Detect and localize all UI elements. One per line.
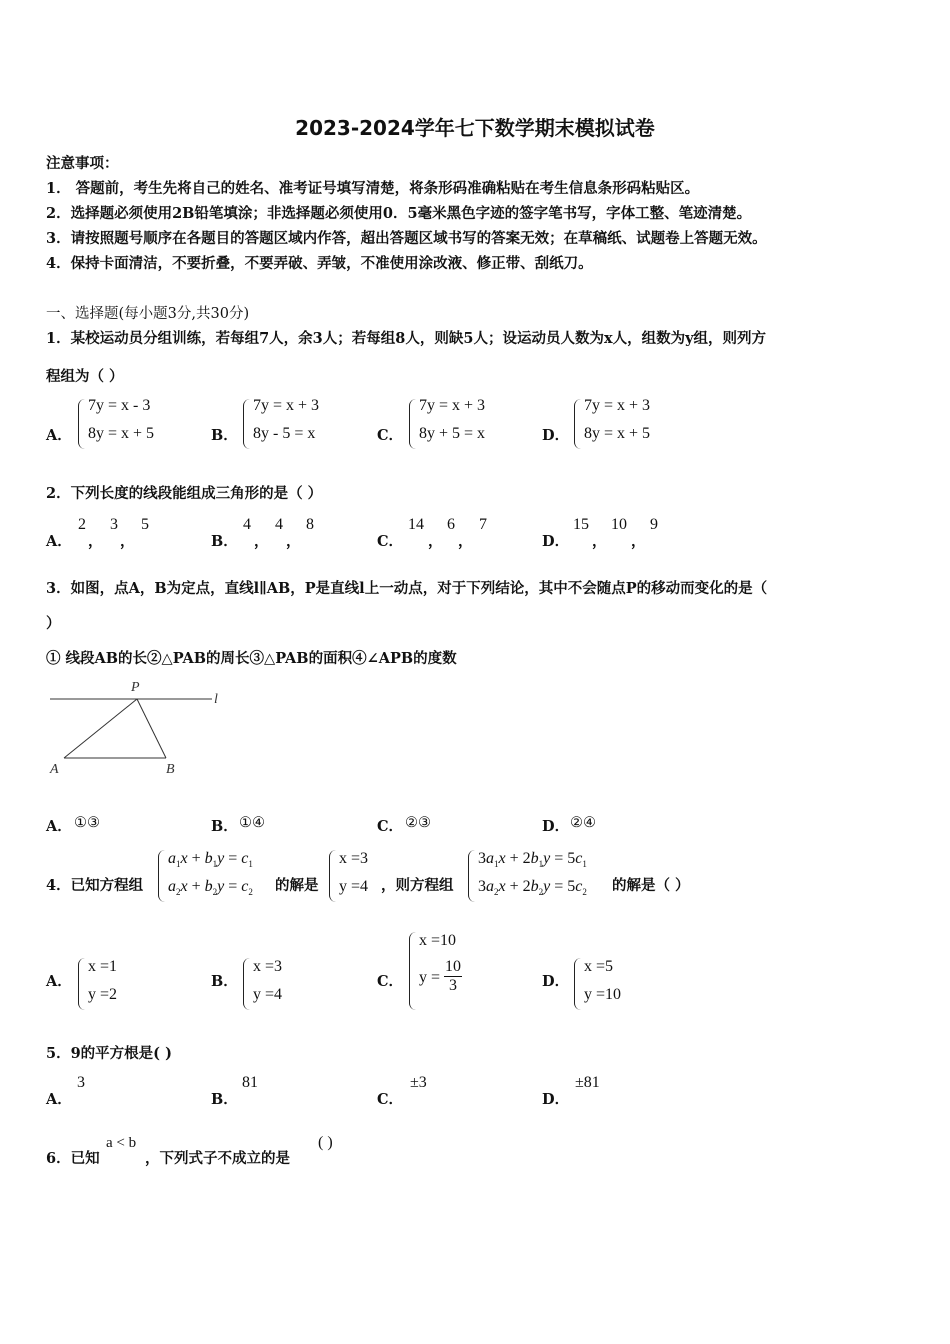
q2-c-value: 7 bbox=[479, 516, 487, 533]
q2-c-value: 6 bbox=[447, 516, 455, 533]
page-title: 2023-2024学年七下数学期末模拟试卷 bbox=[295, 116, 655, 140]
q3-option-c: ②③ bbox=[405, 815, 431, 831]
q2-a-value: 3 bbox=[110, 516, 118, 533]
question-6-paren: ( ) bbox=[318, 1134, 333, 1151]
question-3-stem: 3．如图，点A，B为定点，直线l∥AB，P是直线l上一动点，对于下列结论，其中不会随点P的移动而变化的是（ bbox=[46, 580, 768, 597]
option-label: A． bbox=[46, 973, 72, 990]
separator: ， bbox=[286, 533, 301, 550]
option-label: B． bbox=[211, 533, 238, 550]
question-4-mid1: 的解是 bbox=[275, 877, 319, 894]
line-l-label: l bbox=[214, 692, 218, 707]
option-label: D． bbox=[542, 973, 570, 990]
option-label: B． bbox=[211, 427, 238, 444]
separator: ， bbox=[458, 533, 473, 550]
note-item: 3．请按照题号顺序在各题目的答题区域内作答，超出答题区域书写的答案无效；在草稿纸、试题卷上答题无效。 bbox=[46, 230, 767, 247]
option-label: A． bbox=[46, 533, 72, 550]
option-label: B． bbox=[211, 1091, 238, 1108]
option-label: B． bbox=[211, 818, 238, 835]
option-label: C． bbox=[377, 427, 404, 444]
question-5-stem: 5．9的平方根是( ) bbox=[46, 1045, 172, 1062]
option-label: D． bbox=[542, 533, 570, 550]
question-1-stem: 1．某校运动员分组训练，若每组7人，余3人；若每组8人，则缺5人；设运动员人数为x人，组数为y组，则列方 bbox=[46, 330, 767, 347]
q2-b-value: 8 bbox=[306, 516, 314, 533]
q2-d-value: 10 bbox=[611, 516, 627, 533]
option-label: C． bbox=[377, 818, 404, 835]
separator: ， bbox=[428, 533, 443, 550]
point-a-label: A bbox=[50, 762, 59, 777]
note-item: 1． 答题前，考生先将自己的姓名、准考证号填写清楚，将条形码准确粘贴在考生信息条形码粘贴区。 bbox=[46, 180, 700, 197]
notes-heading: 注意事项： bbox=[46, 155, 119, 172]
question-4-prefix: 4．已知方程组 bbox=[46, 877, 144, 894]
question-3-stem-cont: ） bbox=[46, 615, 61, 632]
note-item: 2．选择题必须使用2B铅笔填涂；非选择题必须使用0．5毫米黑色字迹的签字笔书写，字体工整、笔迹清楚。 bbox=[46, 205, 752, 222]
separator: ， bbox=[120, 533, 135, 550]
option-label: D． bbox=[542, 1091, 570, 1108]
q2-c-value: 14 bbox=[408, 516, 424, 533]
question-4-mid2: ，则方程组 bbox=[381, 877, 454, 894]
option-label: A． bbox=[46, 1091, 72, 1108]
q3-option-a: ①③ bbox=[74, 815, 100, 831]
q2-d-value: 15 bbox=[573, 516, 589, 533]
option-label: D． bbox=[542, 427, 570, 444]
q5-option-c: ±3 bbox=[410, 1074, 427, 1091]
q2-d-value: 9 bbox=[650, 516, 658, 533]
section-heading: 一、选择题(每小题3分,共30分) bbox=[46, 306, 250, 322]
separator: ， bbox=[592, 533, 607, 550]
option-label: C． bbox=[377, 533, 404, 550]
question-6-expr: a < b bbox=[106, 1135, 137, 1151]
option-label: C． bbox=[377, 1091, 404, 1108]
q5-option-b: 81 bbox=[242, 1074, 258, 1091]
question-4-suffix: 的解是（ ） bbox=[612, 877, 690, 894]
note-item: 4．保持卡面清洁，不要折叠，不要弄破、弄皱，不准使用涂改液、修正带、刮纸刀。 bbox=[46, 255, 593, 272]
q5-option-a: 3 bbox=[77, 1074, 85, 1091]
triangle-figure bbox=[44, 676, 244, 781]
option-label: B． bbox=[211, 973, 238, 990]
q2-b-value: 4 bbox=[275, 516, 283, 533]
option-label: A． bbox=[46, 427, 72, 444]
q5-option-d: ±81 bbox=[575, 1074, 600, 1091]
question-2-stem: 2．下列长度的线段能组成三角形的是（ ） bbox=[46, 485, 323, 502]
option-label: C． bbox=[377, 973, 404, 990]
q2-b-value: 4 bbox=[243, 516, 251, 533]
question-6-suffix: ，下列式子不成立的是 bbox=[145, 1150, 290, 1167]
q2-a-value: 5 bbox=[141, 516, 149, 533]
point-b-label: B bbox=[166, 762, 175, 777]
separator: ， bbox=[254, 533, 269, 550]
question-3-statements: ① 线段AB的长②△PAB的周长③△PAB的面积④∠APB的度数 bbox=[46, 650, 457, 667]
q3-option-b: ①④ bbox=[239, 815, 265, 831]
option-label: A． bbox=[46, 818, 72, 835]
question-6-prefix: 6．已知 bbox=[46, 1150, 100, 1167]
option-label: D． bbox=[542, 818, 570, 835]
point-p-label: P bbox=[131, 680, 140, 695]
question-1-stem-cont: 程组为（ ） bbox=[46, 368, 124, 385]
separator: ， bbox=[88, 533, 103, 550]
separator: ， bbox=[631, 533, 646, 550]
q3-option-d: ②④ bbox=[570, 815, 596, 831]
q2-a-value: 2 bbox=[78, 516, 86, 533]
